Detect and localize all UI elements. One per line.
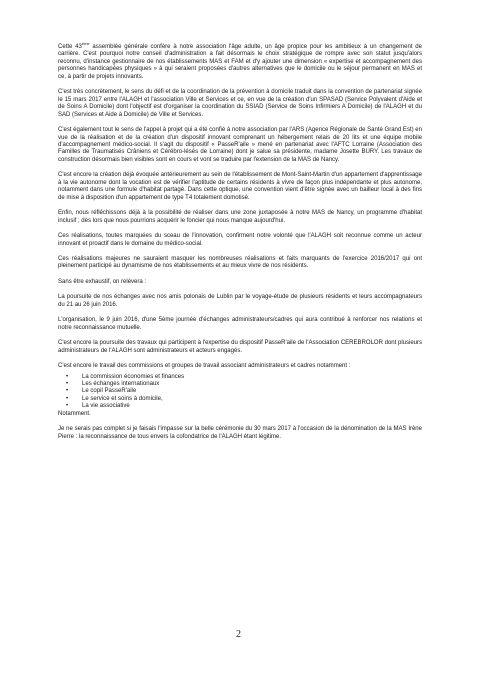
- commissions-list: [58, 374, 422, 411]
- page-number: 2: [236, 629, 241, 640]
- paragraph-journee: L'organisation, le 9 juin 2016, d'une 5ème journée d'échanges administrateurs/cadres qui aura contribué à renforcer nos relations et notre reconnaissance mutuelle.: [58, 317, 422, 331]
- paragraph-passeraile: C'est également tout le sens de l'appel à projet qui a été confié à notre association par l'ARS (Agence Régionale de Santé Grand Est) en vue de la réalisation et de la création d'un dispositif innovant comprenant un hébergement relais de 20 lits et une équipe mobile d'accompagnement médico-social. Il s'agit du dispositif « PasseR'aile » mené en partenariat avec l'AFTC Lorraine (Association des Familles de Traumatisés Crâniens et Cérébro-lésés de Lorraine) dont je salue sa présidente, madame Josette BURY. Les travaux de construction désormais bien visibles sont en cours et vont se traduire par l'extension de la MAS de Nancy.: [58, 127, 422, 163]
- paragraph-habitat-inclusif: Enfin, nous réfléchissons déjà à la possibilité de réaliser dans une zone juxtaposée à notre MAS de Nancy, un programme d'habitat inclusif ; dès lors que nous pourrions acquérir le foncier qui nous manque aujourd'hui.: [58, 210, 422, 224]
- list-item: [58, 403, 422, 410]
- paragraph-text: assemblée générale confère à notre association l'âge adulte, un âge propice pour les ambitieux à un changement de carrière. C'est pourquoi notre conseil d'administration a fait désormais le choix stratégique de rompre avec son statut jusqu'alors reconnu, d'instance gestionnaire de nos établissements MAS et FAM et d'y ajouter une dimension « expertise et accompagnement des personnes handicapées physiques » à qui seraient proposées d'autres alternatives que le domicile ou le séjour permanent en MAS et ce, à partir de projets innovants.: [58, 44, 422, 80]
- list-item: [58, 388, 422, 395]
- paragraph-appartement: C'est encore la création déjà évoquée antérieurement au sein de l'établissement de Mont-Saint-Martin d'un appartement d'apprentissage à la vie autonome dont la vocation est de vérifier l'aptitude de certains résidents à vivre de façon plus indépendante et plus autonome, notamment dans une formule d'habitat partagé. Dans cette optique, une convention vient d'être signée avec un bailleur local à des fins de mise à disposition d'un appartement de type T4 totalement domotisé.: [58, 172, 422, 201]
- list-item-label: La vie associative: [82, 403, 130, 410]
- paragraph-innovation: Ces réalisations, toutes marquées du sceau de l'innovation, confirment notre volonté que l'ALAGH soit reconnue comme un acteur innovant et proactif dans le domaine du médico-social.: [58, 233, 422, 247]
- paragraph-cerebrolor: C'est encore la poursuite des travaux qui participent à l'expertise du dispositif PasseR'aile de l'Association CEREBROLOR dont plusieurs administrateurs de l'ALAGH sont administrateurs et acteurs engagés.: [58, 340, 422, 354]
- paragraph-realisations: Ces réalisations majeures ne sauraient masquer les nombreuses réalisations et faits marquants de l'exercice 2016/2017 qui ont pleinement participé au dynamisme de nos établissements et au mieux vivre de nos résidents.: [58, 255, 422, 270]
- list-item-label: Le copil PasseR'aile: [82, 388, 137, 395]
- list-item: [58, 396, 422, 403]
- bullet-icon: •: [66, 395, 69, 402]
- list-item-label: La commission économies et finances: [82, 373, 185, 380]
- paragraph-commissions: C'est encore le travail des commissions et groupes de travail associant administrateurs et cadres notamment :: [58, 363, 351, 370]
- paragraph-spasad: C'est très concrètement, le sens du défi et de la coordination de la prévention à domicile traduit dans la convention de partenariat signée le 15 mars 2017 entre l'ALAGH et l'association Ville et Services et ce, en vue de la création d'un SPASAD (Service Polyvalent d'Aide et de Soins A Domicile) dont l'objectif est d'organiser la coordination du SSIAD (Service de Soins Infirmiers A Domicile) de l'ALAGH et du SAD (Services et Aide à Domicile) de Ville et Services.: [58, 89, 422, 118]
- paragraph-notamment: Notamment.: [58, 410, 91, 417]
- list-item-label: Le service et soins à domicile,: [82, 395, 163, 402]
- list-item: [58, 381, 422, 388]
- superscript: ème: [81, 41, 90, 46]
- bullet-icon: •: [66, 373, 69, 380]
- list-item: [58, 374, 422, 381]
- bullet-icon: •: [66, 388, 69, 395]
- paragraph-text: Cette 43: [58, 44, 82, 51]
- paragraph-lublin: La poursuite de nos échanges avec nos amis polonais de Lublin par le voyage-étude de plusieurs résidents et leurs accompagnateurs du 21 au 26 juin 2016.: [58, 294, 422, 308]
- list-item-label: Les échanges internationaux: [82, 380, 160, 387]
- paragraph-intro: [58, 41, 422, 81]
- document-body: [58, 41, 422, 449]
- paragraph-exhaustif: Sans être exhaustif, on relèvera :: [58, 278, 147, 285]
- bullet-icon: •: [66, 403, 69, 410]
- paragraph-ceremonie: Je ne serais pas complet si je faisais l'impasse sur la belle cérémonie du 30 mars 2017 à l'occasion de la dénomination de la MAS Irène Pierre : la reconnaissance de tous envers la cofondatrice de l'ALAGH étant légitime.: [58, 426, 422, 440]
- bullet-icon: •: [66, 380, 69, 387]
